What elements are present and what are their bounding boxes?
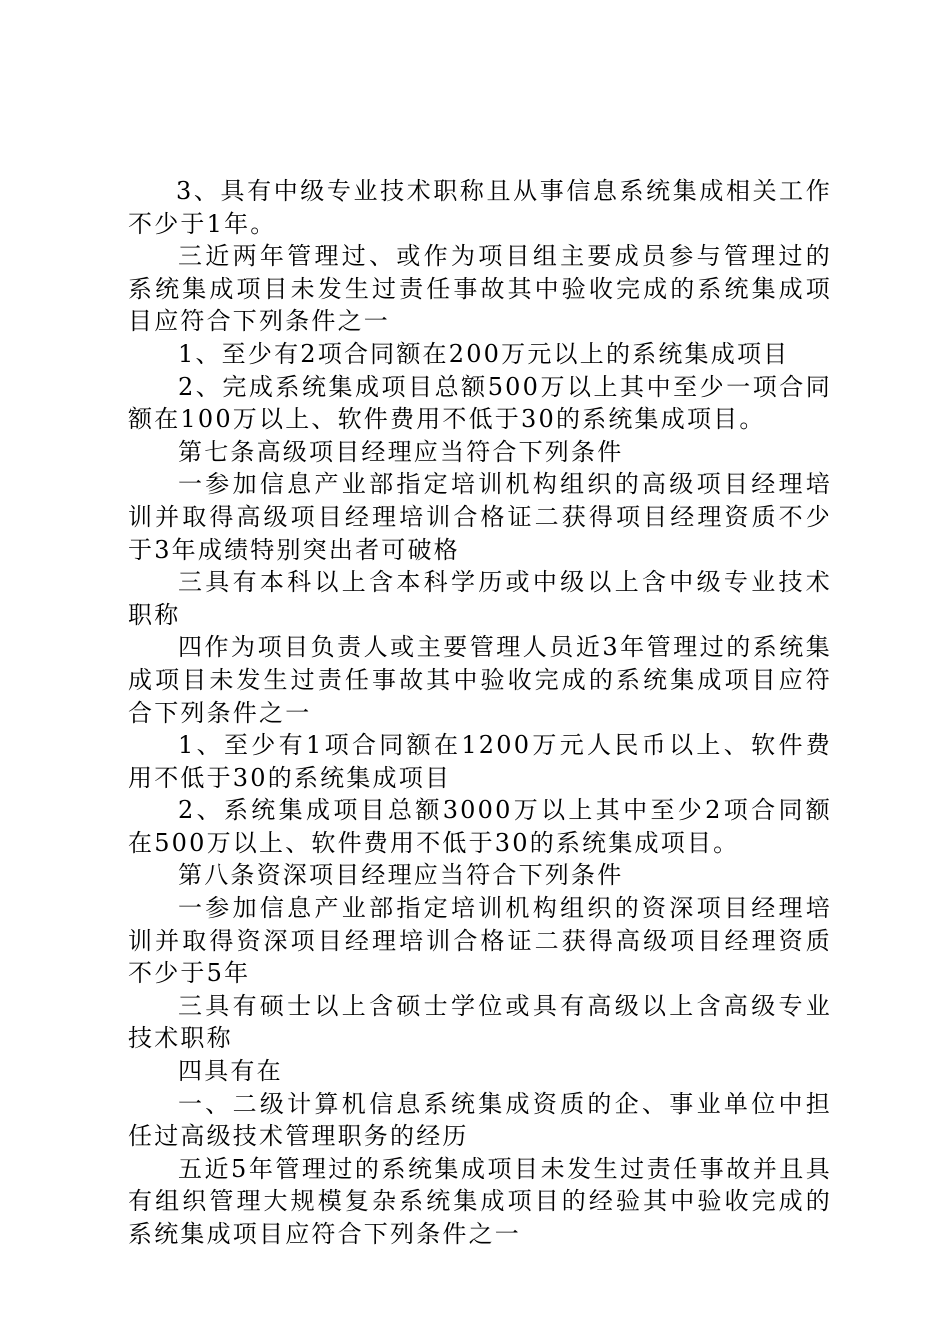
- paragraph: 四具有在: [178, 1057, 283, 1086]
- section-heading: 第七条高级项目经理应当符合下列条件: [178, 437, 624, 466]
- document-body: [128, 175, 832, 1251]
- paragraph: 一参加信息产业部指定培训机构组织的资深项目经理培训并取得资深项目经理培训合格证二获得高级项目经理资质不少于5年: [128, 894, 832, 988]
- paragraph: 2、系统集成项目总额3000万以上其中至少2项合同额在500万以上、软件费用不低于30的系统集成项目。: [128, 796, 832, 857]
- paragraph: 三具有硕士以上含硕士学位或具有高级以上含高级专业技术职称: [128, 991, 832, 1053]
- paragraph: 1、至少有1项合同额在1200万元人民币以上、软件费用不低于30的系统集成项目: [128, 731, 832, 792]
- paragraph: 1、至少有2项合同额在200万元以上的系统集成项目: [178, 339, 790, 368]
- paragraph: 2、完成系统集成项目总额500万以上其中至少一项合同额在100万以上、软件费用不低于30的系统集成项目。: [128, 372, 832, 434]
- paragraph: 一参加信息产业部指定培训机构组织的高级项目经理培训并取得高级项目经理培训合格证二获得项目经理资质不少于3年成绩特别突出者可破格: [128, 470, 832, 564]
- paragraph: 五近5年管理过的系统集成项目未发生过责任事故并且具有组织管理大规模复杂系统集成项目的经验其中验收完成的系统集成项目应符合下列条件之一: [128, 1154, 832, 1248]
- section-heading: 第八条资深项目经理应当符合下列条件: [178, 861, 624, 890]
- paragraph: 3、具有中级专业技术职称且从事信息系统集成相关工作不少于1年。: [128, 177, 832, 238]
- paragraph: 一、二级计算机信息系统集成资质的企、事业单位中担任过高级技术管理职务的经历: [128, 1089, 832, 1151]
- paragraph: 四作为项目负责人或主要管理人员近3年管理过的系统集成项目未发生过责任事故其中验收完成的系统集成项目应符合下列条件之一: [128, 633, 832, 727]
- paragraph: 三具有本科以上含本科学历或中级以上含中级专业技术职称: [128, 568, 832, 629]
- paragraph: 三近两年管理过、或作为项目组主要成员参与管理过的系统集成项目未发生过责任事故其中验收完成的系统集成项目应符合下列条件之一: [128, 242, 832, 336]
